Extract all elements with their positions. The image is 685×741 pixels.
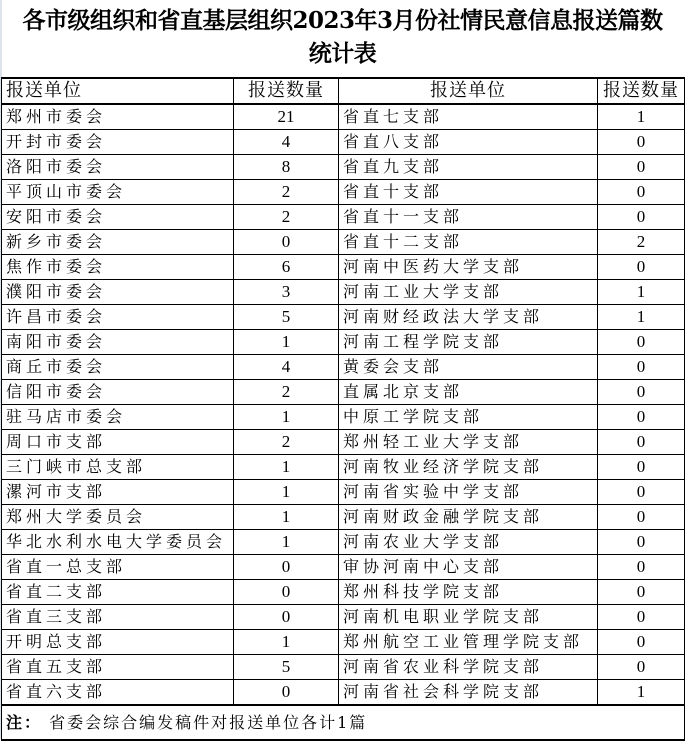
header-count-right: 报送数量	[598, 78, 685, 104]
unit-right-cell: 省直八支部	[339, 130, 598, 155]
table-row	[2, 305, 685, 330]
table-row	[2, 355, 685, 380]
table-row	[2, 130, 685, 155]
unit-right-cell: 河南财经政法大学支部	[339, 305, 598, 330]
count-right-cell: 2	[598, 230, 685, 255]
header-unit-right: 报送单位	[339, 78, 598, 104]
count-left-cell: 8	[234, 155, 339, 180]
count-right-cell: 0	[598, 480, 685, 505]
header-unit-left: 报送单位	[2, 78, 234, 104]
count-left-cell: 1	[234, 405, 339, 430]
count-left-cell: 21	[234, 104, 339, 130]
table-row	[2, 380, 685, 405]
count-right-cell: 0	[598, 355, 685, 380]
table-row	[2, 405, 685, 430]
table-row	[2, 280, 685, 305]
table-row	[2, 580, 685, 605]
unit-left-cell: 平顶山市委会	[2, 180, 234, 205]
count-right-cell: 0	[598, 555, 685, 580]
count-right-cell: 0	[598, 255, 685, 280]
count-right-cell: 0	[598, 430, 685, 455]
unit-left-cell: 华北水利水电大学委员会	[2, 530, 234, 555]
unit-left-cell: 三门峡市总支部	[2, 455, 234, 480]
note-label: 注：	[6, 712, 43, 732]
count-left-cell: 1	[234, 455, 339, 480]
count-left-cell: 2	[234, 380, 339, 405]
unit-left-cell: 周口市支部	[2, 430, 234, 455]
table-row	[2, 630, 685, 655]
table-row	[2, 555, 685, 580]
unit-right-cell: 河南工业大学支部	[339, 280, 598, 305]
table-row	[2, 530, 685, 555]
table-row	[2, 255, 685, 280]
count-right-cell: 0	[598, 455, 685, 480]
unit-right-cell: 审协河南中心支部	[339, 555, 598, 580]
statistics-table	[1, 77, 685, 741]
count-right-cell: 0	[598, 205, 685, 230]
unit-left-cell: 信阳市委会	[2, 380, 234, 405]
count-right-cell: 1	[598, 280, 685, 305]
unit-left-cell: 安阳市委会	[2, 205, 234, 230]
table-row	[2, 330, 685, 355]
unit-right-cell: 河南省农业科学院支部	[339, 655, 598, 680]
count-left-cell: 0	[234, 555, 339, 580]
title-line-2: 统计表	[308, 40, 377, 67]
count-left-cell: 5	[234, 655, 339, 680]
unit-right-cell: 郑州科技学院支部	[339, 580, 598, 605]
unit-right-cell: 省直十一支部	[339, 205, 598, 230]
unit-left-cell: 商丘市委会	[2, 355, 234, 380]
table-row	[2, 230, 685, 255]
unit-left-cell: 省直三支部	[2, 605, 234, 630]
count-right-cell: 1	[598, 305, 685, 330]
unit-left-cell: 开明总支部	[2, 630, 234, 655]
unit-right-cell: 直属北京支部	[339, 380, 598, 405]
header-count-left: 报送数量	[234, 78, 339, 104]
unit-left-cell: 漯河市支部	[2, 480, 234, 505]
table-header-row	[2, 78, 685, 104]
unit-right-cell: 省直七支部	[339, 104, 598, 130]
unit-right-cell: 河南中医药大学支部	[339, 255, 598, 280]
count-left-cell: 1	[234, 530, 339, 555]
unit-left-cell: 许昌市委会	[2, 305, 234, 330]
note-row	[2, 705, 685, 740]
unit-right-cell: 河南省社会科学院支部	[339, 680, 598, 706]
count-left-cell: 1	[234, 630, 339, 655]
count-left-cell: 6	[234, 255, 339, 280]
unit-right-cell: 省直十支部	[339, 180, 598, 205]
unit-right-cell: 河南工程学院支部	[339, 330, 598, 355]
count-left-cell: 2	[234, 205, 339, 230]
count-left-cell: 1	[234, 505, 339, 530]
table-row	[2, 430, 685, 455]
unit-right-cell: 河南财政金融学院支部	[339, 505, 598, 530]
count-right-cell: 0	[598, 580, 685, 605]
count-right-cell: 0	[598, 530, 685, 555]
count-left-cell: 4	[234, 130, 339, 155]
unit-left-cell: 省直六支部	[2, 680, 234, 706]
count-left-cell: 0	[234, 230, 339, 255]
count-left-cell: 3	[234, 280, 339, 305]
table-row	[2, 180, 685, 205]
unit-right-cell: 河南省实验中学支部	[339, 480, 598, 505]
count-right-cell: 0	[598, 505, 685, 530]
unit-left-cell: 焦作市委会	[2, 255, 234, 280]
count-right-cell: 1	[598, 680, 685, 706]
count-right-cell: 0	[598, 330, 685, 355]
count-left-cell: 4	[234, 355, 339, 380]
unit-right-cell: 河南牧业经济学院支部	[339, 455, 598, 480]
note-cell	[2, 705, 685, 740]
unit-left-cell: 南阳市委会	[2, 330, 234, 355]
unit-left-cell: 郑州大学委员会	[2, 505, 234, 530]
table-row	[2, 605, 685, 630]
unit-right-cell: 郑州航空工业管理学院支部	[339, 630, 598, 655]
unit-left-cell: 省直五支部	[2, 655, 234, 680]
title-line-1: 各市级组织和省直基层组织2023年3月份社情民意信息报送篇数	[22, 7, 663, 34]
count-right-cell: 0	[598, 180, 685, 205]
count-right-cell: 0	[598, 155, 685, 180]
count-right-cell: 1	[598, 104, 685, 130]
count-left-cell: 5	[234, 305, 339, 330]
unit-left-cell: 开封市委会	[2, 130, 234, 155]
table-row	[2, 655, 685, 680]
table-row	[2, 205, 685, 230]
table-row	[2, 104, 685, 130]
unit-right-cell: 河南农业大学支部	[339, 530, 598, 555]
table-row	[2, 455, 685, 480]
count-left-cell: 2	[234, 430, 339, 455]
count-left-cell: 1	[234, 330, 339, 355]
count-left-cell: 0	[234, 605, 339, 630]
table-row	[2, 505, 685, 530]
unit-right-cell: 黄委会支部	[339, 355, 598, 380]
unit-left-cell: 驻马店市委会	[2, 405, 234, 430]
count-left-cell: 1	[234, 480, 339, 505]
unit-left-cell: 郑州市委会	[2, 104, 234, 130]
count-right-cell: 0	[598, 405, 685, 430]
unit-right-cell: 郑州轻工业大学支部	[339, 430, 598, 455]
count-right-cell: 0	[598, 655, 685, 680]
count-left-cell: 2	[234, 180, 339, 205]
unit-right-cell: 省直九支部	[339, 155, 598, 180]
unit-left-cell: 濮阳市委会	[2, 280, 234, 305]
count-right-cell: 0	[598, 630, 685, 655]
unit-right-cell: 中原工学院支部	[339, 405, 598, 430]
unit-left-cell: 省直二支部	[2, 580, 234, 605]
count-left-cell: 0	[234, 680, 339, 706]
count-right-cell: 0	[598, 130, 685, 155]
unit-left-cell: 洛阳市委会	[2, 155, 234, 180]
count-left-cell: 0	[234, 580, 339, 605]
unit-left-cell: 新乡市委会	[2, 230, 234, 255]
unit-right-cell: 河南机电职业学院支部	[339, 605, 598, 630]
table-row	[2, 155, 685, 180]
table-row	[2, 480, 685, 505]
document-title	[0, 4, 685, 70]
count-right-cell: 0	[598, 380, 685, 405]
unit-right-cell: 省直十二支部	[339, 230, 598, 255]
unit-left-cell: 省直一总支部	[2, 555, 234, 580]
note-text: 省委会综合编发稿件对报送单位各计1篇	[42, 712, 368, 732]
count-right-cell: 0	[598, 605, 685, 630]
table-row	[2, 680, 685, 706]
